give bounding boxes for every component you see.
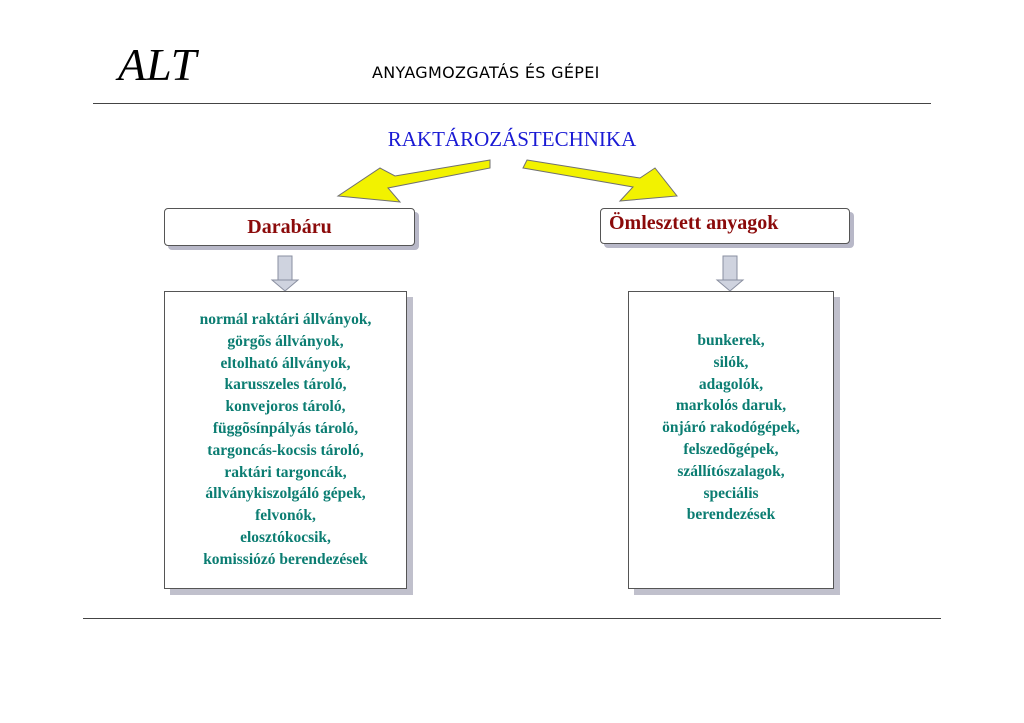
list-item: adagolók,: [698, 375, 764, 393]
header-title: ANYAGMOZGATÁS ÉS GÉPEI: [372, 63, 600, 82]
darabaru-list-box: [164, 291, 407, 589]
yellow-arrow-left: [338, 160, 490, 202]
diagram-title: RAKTÁROZÁSTECHNIKA: [387, 127, 637, 151]
list-item: felvonók,: [255, 507, 316, 525]
list-item: görgõs állványok,: [227, 332, 344, 350]
list-item: targoncás-kocsis tároló,: [207, 441, 364, 459]
list-item: komissiózó berendezések: [203, 550, 368, 568]
alt-logo: ALT: [118, 39, 197, 90]
list-item: felszedõgépek,: [683, 440, 779, 458]
list-item: silók,: [713, 353, 749, 371]
list-item: elosztókocsik,: [240, 528, 331, 546]
list-item: karusszeles tároló,: [224, 376, 347, 394]
omlesztett-list: [629, 292, 833, 526]
category-omlesztett-anyagok: Ömlesztett anyagok: [600, 208, 850, 244]
list-item: raktári targoncák,: [224, 463, 347, 481]
list-item: berendezések: [686, 506, 776, 524]
yellow-arrow-right: [523, 160, 677, 201]
list-item: speciális: [703, 484, 759, 502]
list-item: markolós daruk,: [675, 397, 787, 415]
list-item: eltolható állványok,: [220, 354, 351, 372]
down-arrow-right: [717, 256, 743, 291]
bottom-divider: [83, 618, 941, 619]
list-item: bunkerek,: [697, 332, 765, 349]
down-arrow-left: [272, 256, 298, 291]
list-item: állványkiszolgáló gépek,: [205, 485, 366, 503]
darabaru-list: [165, 292, 406, 571]
list-item: normál raktári állványok,: [199, 311, 372, 328]
omlesztett-list-box: [628, 291, 834, 589]
list-item: konvejoros tároló,: [225, 398, 346, 416]
category-darabaru: Darabáru: [164, 208, 415, 246]
list-item: függõsínpályás tároló,: [212, 419, 359, 437]
list-item: önjáró rakodógépek,: [662, 419, 800, 437]
list-item: szállítószalagok,: [677, 462, 785, 480]
